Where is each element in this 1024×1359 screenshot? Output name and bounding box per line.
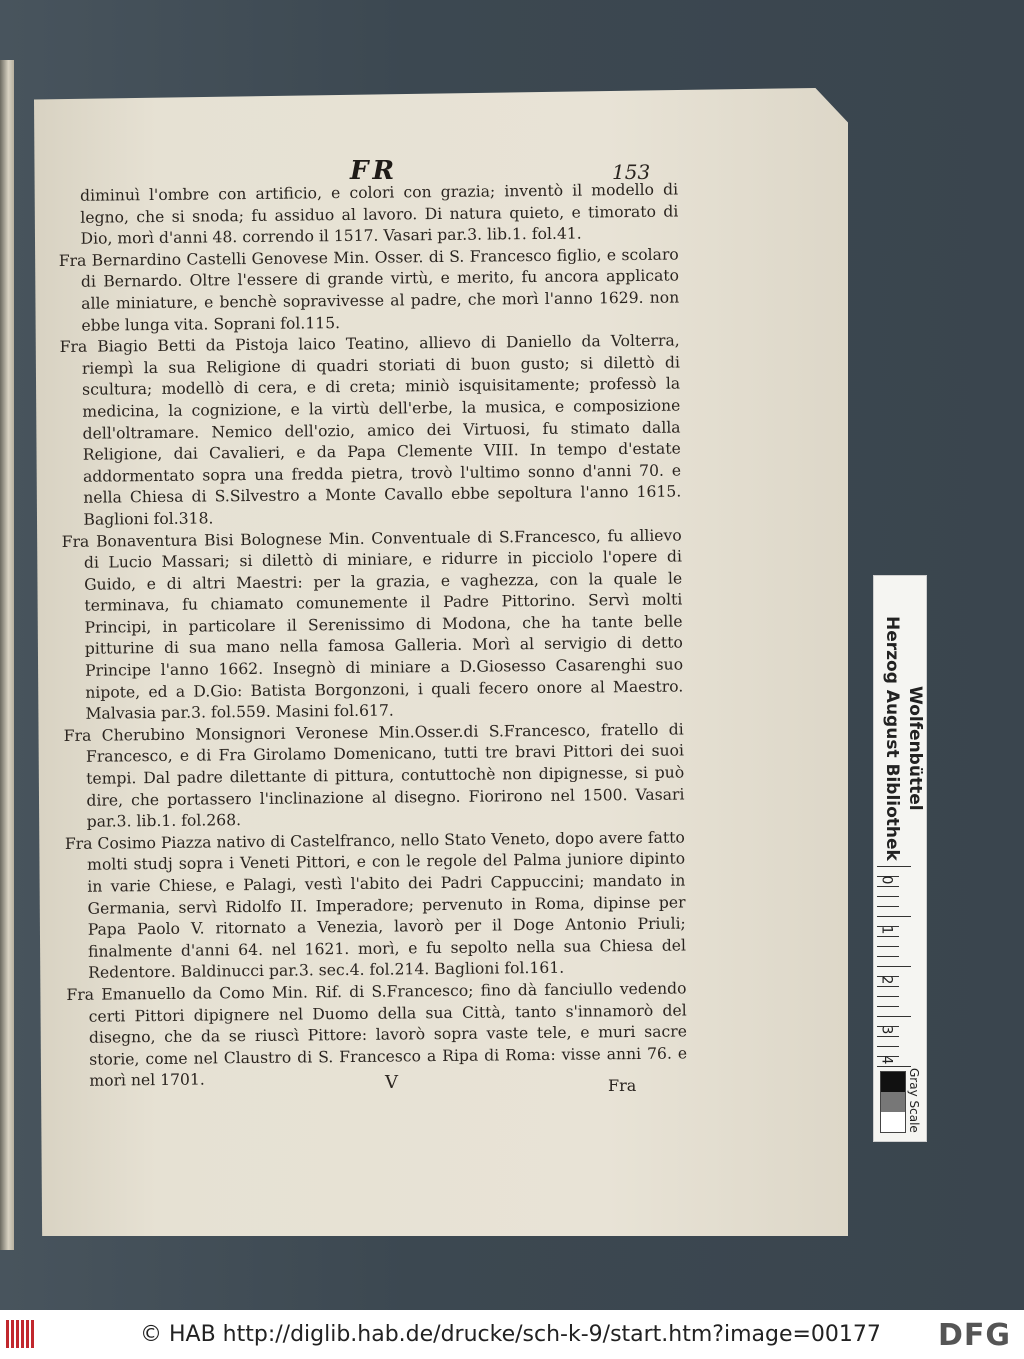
ruler-tick [877, 1006, 899, 1007]
ruler-tick [877, 936, 899, 937]
ruler-number: 2 [878, 975, 895, 985]
gray-scale-patches [880, 1071, 906, 1133]
ruler-tick [877, 1016, 911, 1017]
ruler-number: 0 [878, 875, 895, 885]
entry: Fra Bonaventura Bisi Bolognese Min. Conventuale di S.Francesco, fu allievo di Lucio Massari; si dilettò di miniare, e ridurre in picciolo l'opere di Guido, e di altri Maestri: per la grazia, e vaghezza, con la quale le terminava, fu chiamato comunemente il Padre Pittorino. Servì molti Principi, in particolare il Serenissimo di Modona, che ha tante belle pitturine di sua mano nella famosa Galleria. Morì al servigio di detto Principe l'anno 1662. Insegnò di miniare a D.Giosesso Casarenghi suo nipote, ed a D.Gio: Batista Borgonzoni, i quali fecero onore al Maestro. Malvasia par.3. fol.559. Masini fol.617. [61, 525, 684, 723]
signature-mark: V [385, 1072, 398, 1093]
ruler-number: 1 [878, 925, 895, 935]
ruler-tick [877, 1066, 911, 1067]
ruler-tick [877, 946, 899, 947]
ruler-scale [877, 866, 923, 1076]
entry: Fra Cosimo Piazza nativo di Castelfranco, nello Stato Veneto, dopo avere fatto molti studj sopra i Veneti Pittori, e con le regole del Palma juniore dipinto in varie Chiese, e Palagi, vestì l'abito dei Padri Cappuccini; mandato in Germania, servì Ridolfo II. Imperadore; pervenuto in Roma, dipinse per Papa Paolo V. ritornato a Venezia, lavorò per il Doge Antonio Priuli; finalmente d'anni 64. nel 1621. morì, e fu sepolto nella sua Chiesa del Redentore. Baldinucci par.3. sec.4. fol.214. Baglioni fol.161. [64, 828, 687, 983]
library-name: Herzog August Bibliothek [882, 616, 902, 861]
ruler-tick [877, 1046, 899, 1047]
page-footer [0, 1068, 1024, 1098]
gray-scale-label: Gray Scale [907, 1068, 921, 1133]
hab-logo-icon [6, 1320, 40, 1350]
ruler-number: 3 [878, 1025, 895, 1035]
ruler-tick [877, 1036, 899, 1037]
dfg-logo: DFG [938, 1318, 1012, 1353]
ruler-tick [877, 906, 899, 907]
entry: Fra Biagio Betti da Pistoja laico Teatino, allievo di Daniello da Volterra, riempì la sua Religione di quadri storiati di buon gusto; si dilettò di scultura; modellò di cera, e di creta; miniò isquisitamente; professò la medicina, la cognizione, e la virtù dell'erbe, la musica, e composizione dell'oltramare. Nemico dell'ozio, amico dei Virtuosi, fu stimato dalla Religione, dai Cavalieri, e da Papa Clemente VIII. In tempo d'estate addormentato sopra una fredda pietra, trovò l'ultimo sonno d'anni 70. e nella Chiesa di S.Silvestro a Monte Cavallo ebbe sepoltura l'anno 1615. Baglioni fol.318. [59, 331, 682, 529]
copyright-url[interactable]: © HAB http://diglib.hab.de/drucke/sch-k-9/start.htm?image=00177 [140, 1322, 881, 1347]
entry-continuation: diminuì l'ombre con artificio, e colori con grazia; inventò il modello di legno, che si snoda; fu assiduo al lavoro. Di natura quieto, e timorato di Dio, morì d'anni 48. correndo il 1517. Vasari par.3. lib.1. fol.41. [80, 180, 679, 248]
gray-patch [881, 1112, 905, 1132]
ruler-tick [877, 996, 899, 997]
ruler-tick [877, 866, 911, 867]
ruler-tick [877, 886, 899, 887]
page-number: 153 [612, 160, 651, 184]
body-text [58, 180, 687, 1093]
ruler-tick [877, 986, 899, 987]
gray-patch [881, 1092, 905, 1112]
running-head: FR [350, 156, 399, 186]
ruler-label [874, 576, 926, 876]
gray-patch [881, 1072, 905, 1092]
library-city: Wolfenbüttel [905, 686, 925, 811]
entry: Fra Cherubino Monsignori Veronese Min.Osser.di S.Francesco, fratello di Francesco, e di Fra Girolamo Domenicano, tutti tre bravi Pittori dei suoi tempi. Dal padre dilettante di pittura, contuttochè non dipignesse, si può dire, che portassero l'inclinazione al disegno. Fiorirono nel 1500. Vasari par.3. lib.1. fol.268. [63, 720, 685, 831]
ruler-tick [877, 896, 899, 897]
footer-bar [0, 1310, 1024, 1359]
entry: Fra Emanuello da Como Min. Rif. di S.Francesco; fino dà fanciullo vedendo certi Pittori dipignere nel Duomo della sua Città, tanto s'innamorò del disegno, che da se riuscì Pittore: lavorò sopra vaste tele, e muri sacre storie, come nel Claustro di S. Francesco a Ripa di Roma: visse anni 76. e morì nel 1701. [66, 979, 688, 1091]
ruler-tick [877, 956, 899, 957]
ruler-tick [877, 916, 911, 917]
catchword: Fra [608, 1076, 637, 1095]
ruler-number: 4 [878, 1055, 895, 1065]
ruler-tick [877, 966, 911, 967]
entry: Fra Bernardino Castelli Genovese Min. Osser. di S. Francesco figlio, e scolaro di Bernardo. Oltre l'essere di grande virtù, e merito, fu ancora applicato alle miniature, e benchè sopravivesse al padre, che morì l'anno 1629. non ebbe lunga vita. Soprani fol.115. [58, 245, 680, 335]
color-ruler [873, 575, 927, 1142]
